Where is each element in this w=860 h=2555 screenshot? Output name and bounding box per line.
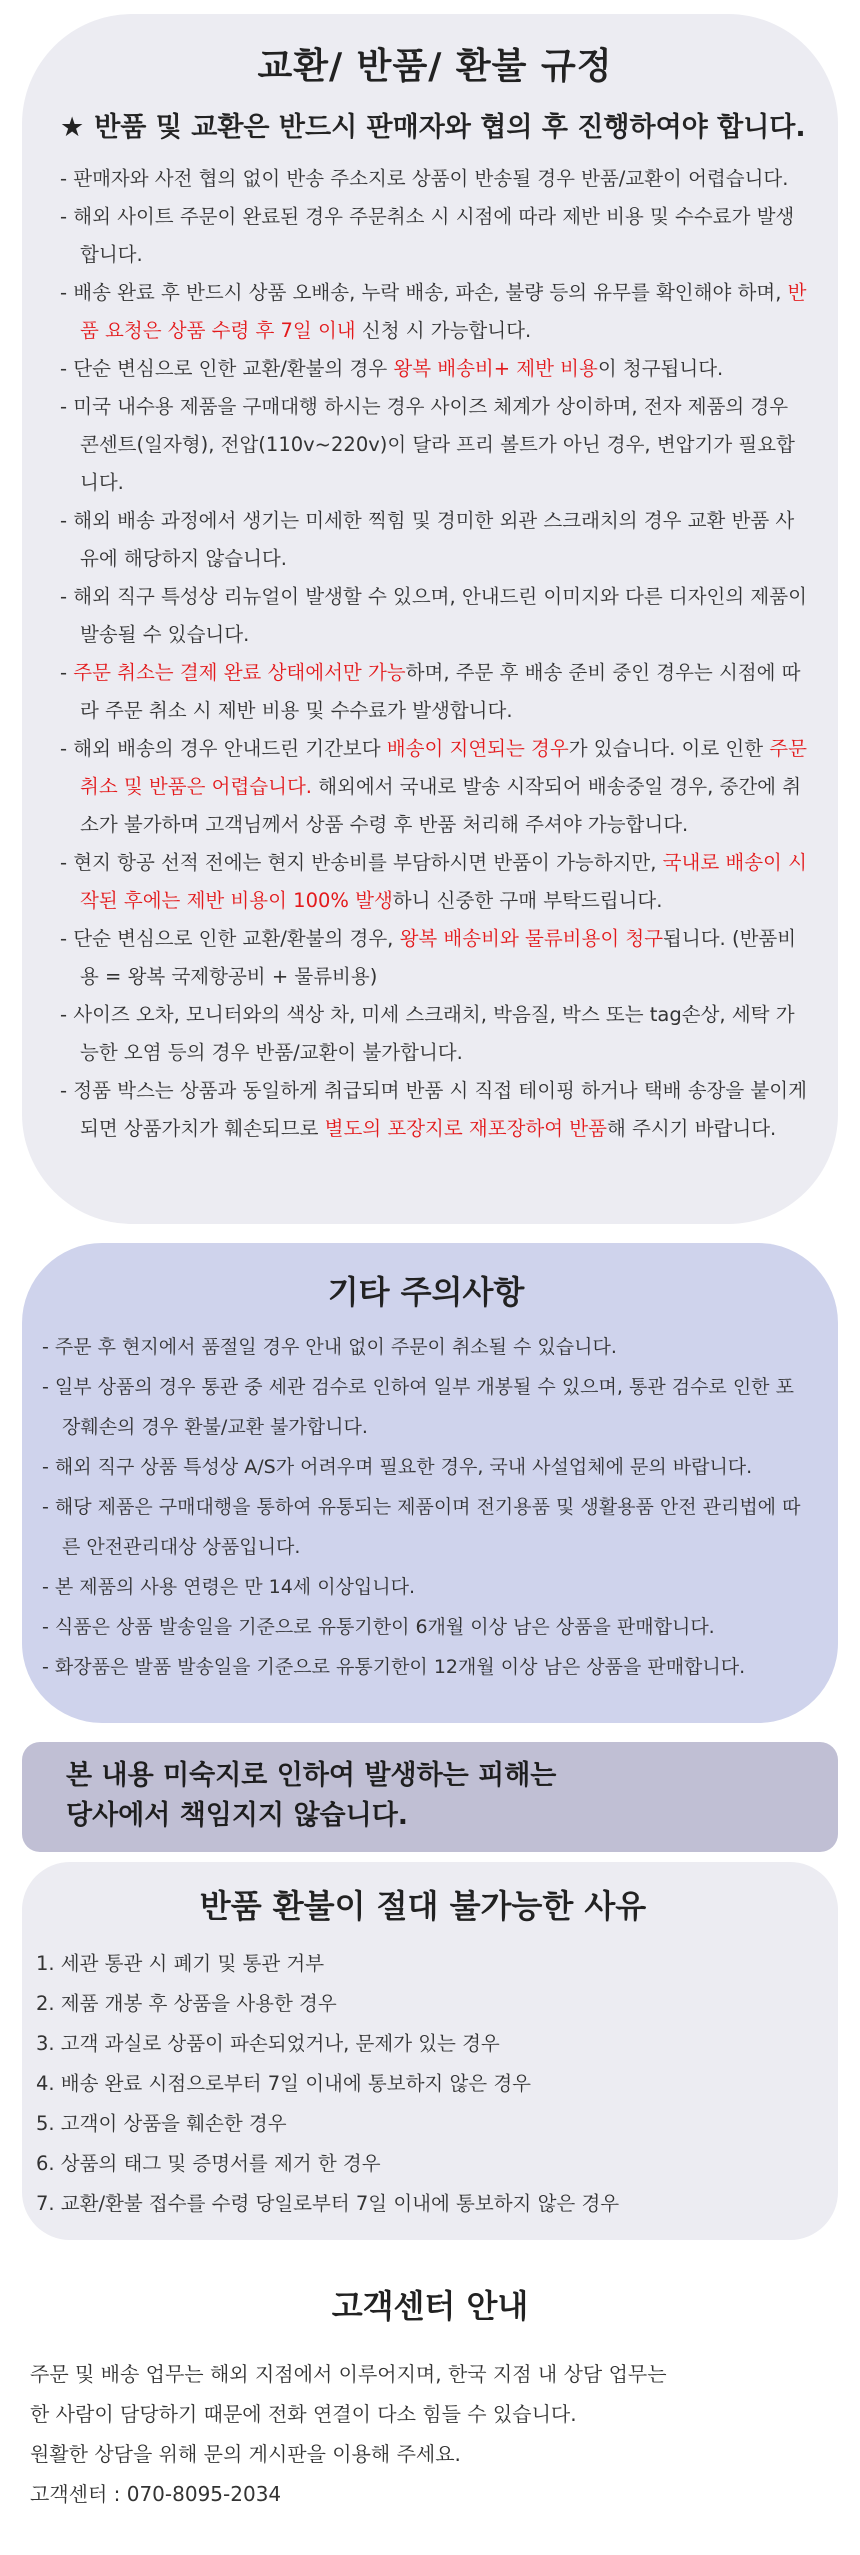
list-item: - 화장품은 발품 발송일을 기준으로 유통기한이 12개월 이상 남은 상품을 판매합니다. [42,1656,746,1678]
policy-text: - 현지 항공 선적 전에는 현지 반송비를 부담하시면 반품이 가능하지만, [60,851,663,874]
list-item: - 본 제품의 사용 연령은 만 14세 이상입니다. [42,1576,416,1598]
customer-center-board-notice: 원활한 상담을 위해 문의 게시판을 이용해 주세요. [30,2442,461,2466]
policy-text: 가 있습니다. 이로 인한 [568,737,770,760]
highlight-text: 반품 요청은 상품 수령 후 7일 이내 [80,281,807,342]
policy-text: - 미국 내수용 제품을 구매대행 하시는 경우 사이즈 체계가 상이하며, 전자 제품의 경우 콘센트(일자형), 전압(110v~220v)이 달라 프리 볼트가 아닌 경우, 변압기가 필요합니다. [60,395,795,494]
policy-text: - 정품 박스는 상품과 동일하게 취급되며 반품 시 직접 테이핑 하거나 택배 송장을 붙이게 되면 상품가치가 훼손되므로 [60,1079,807,1140]
policy-item [60,844,810,920]
customer-center-phone: 고객센터 : 070-8095-2034 [30,2482,282,2506]
policy-section [22,14,838,1224]
policy-text: - 사이즈 오차, 모니터와의 색상 차, 미세 스크래치, 박음질, 박스 또는 tag손상, 세탁 가능한 오염 등의 경우 반품/교환이 불가합니다. [60,1003,795,1064]
policy-item [60,1072,810,1148]
non-returnable-title: 반품 환불이 절대 불가능한 사유 [199,1887,647,1925]
other-precautions-section [22,1243,838,1723]
list-item: 6. 상품의 태그 및 증명서를 제거 한 경우 [36,2152,381,2175]
policy-item [60,920,810,996]
list-item: 3. 고객 과실로 상품이 파손되었거나, 문제가 있는 경우 [36,2032,500,2055]
star-icon: ★ [60,112,85,143]
policy-item [60,198,810,274]
policy-item [60,654,810,730]
non-returnable-list [36,1944,810,2224]
policy-notice-text: 반품 및 교환은 반드시 판매자와 협의 후 진행하여야 합니다. [94,112,806,143]
list-item: - 주문 후 현지에서 품절일 경우 안내 없이 주문이 취소될 수 있습니다. [42,1336,617,1358]
highlight-text: 국내로 배송이 시작된 후에는 제반 비용이 100% 발생 [80,851,807,912]
policy-text: - 단순 변심으로 인한 교환/환불의 경우 [60,357,394,380]
list-item: - 해외 직구 상품 특성상 A/S가 어려우며 필요한 경우, 국내 사설업체에 문의 바랍니다. [42,1456,753,1478]
policy-notice [60,108,810,148]
policy-text: - 해외 배송의 경우 안내드린 기간보다 [60,737,387,760]
policy-list [60,160,810,1148]
highlight-text: 주문 취소는 결제 완료 상태에서만 가능 [73,661,406,684]
policy-item [60,502,810,578]
policy-item [60,996,810,1072]
customer-center-section [0,2262,860,2555]
disclaimer-banner [22,1742,838,1852]
policy-text: 하니 신중한 구매 부탁드립니다. [392,889,663,912]
customer-center-text: 주문 및 배송 업무는 해외 지점에서 이루어지며, 한국 지점 내 상담 업무는 [30,2362,667,2386]
list-item: - 해당 제품은 구매대행을 통하여 유통되는 제품이며 전기용품 및 생활용품 안전 관리법에 따른 안전관리대상 상품입니다. [42,1496,801,1558]
highlight-text: 왕복 배송비+ 제반 비용 [393,357,598,380]
policy-text: 하며, 주문 후 배송 준비 중인 경우는 시점에 따라 주문 취소 시 제반 비용 및 수수료가 발생합니다. [80,661,801,722]
list-item: 7. 교환/환불 접수를 수령 당일로부터 7일 이내에 통보하지 않은 경우 [36,2192,620,2215]
policy-text: 이 청구됩니다. [597,357,724,380]
policy-text: 해 주시기 바랍니다. [606,1117,777,1140]
highlight-text: 배송이 지연되는 경우 [386,737,569,760]
policy-text: - 배송 완료 후 반드시 상품 오배송, 누락 배송, 파손, 불량 등의 유무를 확인해야 하며, [60,281,788,304]
policy-text: - 해외 직구 특성상 리뉴얼이 발생할 수 있으며, 안내드린 이미지와 다른 디자인의 제품이 발송될 수 있습니다. [60,585,807,646]
disclaimer-line: 당사에서 책임지지 않습니다. [66,1800,409,1831]
other-precautions-list [42,1327,810,1687]
policy-item [60,388,810,502]
other-precautions-title: 기타 주의사항 [327,1273,525,1311]
policy-item [60,578,810,654]
policy-text: 해외에서 국내로 발송 시작되어 배송중일 경우, 중간에 취소가 불가하며 고객님께서 상품 수령 후 반품 처리해 주셔야 가능합니다. [80,775,802,836]
list-item: 5. 고객이 상품을 훼손한 경우 [36,2112,287,2135]
policy-text: - 판매자와 사전 협의 없이 반송 주소지로 상품이 반송될 경우 반품/교환이 어렵습니다. [60,167,789,190]
policy-item [60,350,810,388]
policy-text: 됩니다. (반품비용 = 왕복 국제항공비 + 물류비용) [80,927,797,988]
policy-title: 교환/ 반품/ 환불 규정 [257,46,613,87]
customer-center-text: 한 사람이 담당하기 때문에 전화 연결이 다소 힘들 수 있습니다. [30,2402,577,2426]
list-item: - 일부 상품의 경우 통관 중 세관 검수로 인하여 일부 개봉될 수 있으며, 통관 검수로 인한 포장훼손의 경우 환불/교환 불가합니다. [42,1376,794,1438]
list-item: 2. 제품 개봉 후 상품을 사용한 경우 [36,1992,337,2015]
policy-item [60,274,810,350]
policy-text: 신청 시 가능합니다. [355,319,532,342]
disclaimer-line: 본 내용 미숙지로 인하여 발생하는 피해는 [66,1760,557,1791]
policy-text: - 단순 변심으로 인한 교환/환불의 경우, [60,927,400,950]
list-item: 1. 세관 통관 시 폐기 및 통관 거부 [36,1952,325,1975]
customer-center-title: 고객센터 안내 [331,2287,529,2325]
highlight-text: 왕복 배송비와 물류비용이 청구 [399,927,664,950]
non-returnable-section [22,1862,838,2240]
highlight-text: 별도의 포장지로 재포장하여 반품 [324,1117,607,1140]
policy-item [60,730,810,844]
list-item: 4. 배송 완료 시점으로부터 7일 이내에 통보하지 않은 경우 [36,2072,532,2095]
policy-text: - [60,661,74,684]
highlight-text: 주문 취소 및 반품은 어렵습니다. [80,737,807,798]
policy-text: - 해외 사이트 주문이 완료된 경우 주문취소 시 시점에 따라 제반 비용 및 수수료가 발생합니다. [60,205,795,266]
policy-item [60,160,810,198]
policy-text: - 해외 배송 과정에서 생기는 미세한 찍힘 및 경미한 외관 스크래치의 경우 교환 반품 사유에 해당하지 않습니다. [60,509,795,570]
list-item: - 식품은 상품 발송일을 기준으로 유통기한이 6개월 이상 남은 상품을 판매합니다. [42,1616,715,1638]
